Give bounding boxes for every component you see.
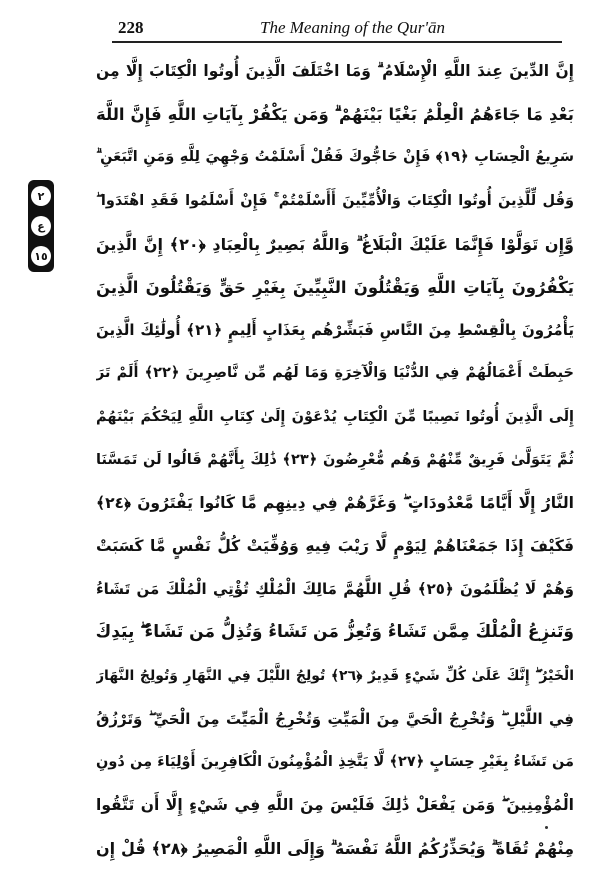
- text-line: يَأْمُرُونَ بِالْقِسْطِ مِنَ النَّاسِ فَبَشِّرْهُم بِعَذَابٍ أَلِيمٍ ﴿٢١﴾ أُولَٰئِكَ الَّذِينَ: [96, 321, 574, 340]
- text-line: وَّإِن تَوَلَّوْا فَإِنَّمَا عَلَيْكَ الْبَلَاغُ ۗ وَاللَّهُ بَصِيرٌ بِالْعِبَادِ ﴿٢٠﴾ إِنَّ الَّذِينَ: [96, 234, 574, 254]
- text-line: ثُمَّ يَتَوَلَّىٰ فَرِيقٌ مِّنْهُمْ وَهُم مُّعْرِضُونَ ﴿٢٣﴾ ذَٰلِكَ بِأَنَّهُمْ قَالُوا لَن تَمَسَّنَا: [96, 451, 574, 468]
- text-line: إِلَى الَّذِينَ أُوتُوا نَصِيبًا مِّنَ الْكِتَابِ يُدْعَوْنَ إِلَىٰ كِتَابِ اللَّهِ لِيَحْكُمَ بَيْنَهُمْ: [96, 408, 574, 425]
- arabic-text-block: [96, 50, 574, 871]
- text-line: سَرِيعُ الْحِسَابِ ﴿١٩﴾ فَإِنْ حَاجُّوكَ فَقُلْ أَسْلَمْتُ وَجْهِيَ لِلَّهِ وَمَنِ اتَّبَعَنِ ۗ: [96, 149, 574, 166]
- page-speck: [545, 826, 548, 829]
- text-line: يَكْفُرُونَ بِآيَاتِ اللَّهِ وَيَقْتُلُونَ النَّبِيِّينَ بِغَيْرِ حَقٍّ وَيَقْتُلُونَ الَّذِينَ: [96, 277, 574, 297]
- text-line: وَهُمْ لَا يُظْلَمُونَ ﴿٢٥﴾ قُلِ اللَّهُمَّ مَالِكَ الْمُلْكِ تُؤْتِي الْمُلْكَ مَن تَشَاءُ: [96, 580, 574, 599]
- text-line: وَقُل لِّلَّذِينَ أُوتُوا الْكِتَابَ وَالْأُمِّيِّينَ أَأَسْلَمْتُمْ ۚ فَإِنْ أَسْلَمُوا فَقَدِ اهْتَدَوا ۖ: [96, 192, 574, 209]
- text-line: إِنَّ الدِّينَ عِندَ اللَّهِ الْإِسْلَامُ ۗ وَمَا اخْتَلَفَ الَّذِينَ أُوتُوا الْكِتَابَ إِلَّا مِن: [96, 62, 574, 80]
- running-title: The Meaning of the Qur'ān: [260, 18, 445, 37]
- marker-label-top: ٢: [31, 186, 51, 206]
- text-line: مِنْهُمْ تُقَاةً ۗ وَيُحَذِّرُكُمُ اللَّهُ نَفْسَهُ ۗ وَإِلَى اللَّهِ الْمَصِيرُ ﴿٢٨﴾ قُلْ إِن: [96, 839, 574, 859]
- page-number: 228: [118, 18, 144, 37]
- text-line: النَّارُ إِلَّا أَيَّامًا مَّعْدُودَاتٍ ۖ وَغَرَّهُمْ فِي دِينِهِم مَّا كَانُوا يَفْتَرُونَ ﴿٢٤﴾: [96, 493, 574, 512]
- text-line: حَبِطَتْ أَعْمَالُهُمْ فِي الدُّنْيَا وَالْآخِرَةِ وَمَا لَهُم مِّن نَّاصِرِينَ ﴿٢٢﴾ أَلَمْ تَرَ: [96, 365, 574, 382]
- header-rule: [112, 41, 562, 43]
- text-line: فَكَيْفَ إِذَا جَمَعْنَاهُمْ لِيَوْمٍ لَّا رَيْبَ فِيهِ وَوُفِّيَتْ كُلُّ نَفْسٍ مَّا كَسَبَتْ: [96, 537, 574, 556]
- text-line: وَتَنزِعُ الْمُلْكَ مِمَّن تَشَاءُ وَتُعِزُّ مَن تَشَاءُ وَتُذِلُّ مَن تَشَاءُ ۖ بِيَدِكَ: [96, 622, 574, 643]
- juz-ruku-marker: [28, 180, 54, 272]
- marker-label-middle: ع: [31, 216, 51, 236]
- text-line: مَن تَشَاءُ بِغَيْرِ حِسَابٍ ﴿٢٧﴾ لَّا يَتَّخِذِ الْمُؤْمِنُونَ الْكَافِرِينَ أَوْلِيَاءَ مِن دُونِ: [96, 754, 574, 770]
- text-line: الْخَيْرُ ۖ إِنَّكَ عَلَىٰ كُلِّ شَيْءٍ قَدِيرٌ ﴿٢٦﴾ تُولِجُ اللَّيْلَ فِي النَّهَارِ وَتُولِجُ النَّهَارَ: [96, 667, 574, 684]
- page-header: [0, 0, 600, 50]
- marker-label-bottom: ١٥: [31, 246, 51, 266]
- text-line: الْمُؤْمِنِينَ ۖ وَمَن يَفْعَلْ ذَٰلِكَ فَلَيْسَ مِنَ اللَّهِ فِي شَيْءٍ إِلَّا أَن تَتَّقُوا: [96, 796, 574, 815]
- text-line: فِي اللَّيْلِ ۖ وَتُخْرِجُ الْحَيَّ مِنَ الْمَيِّتِ وَتُخْرِجُ الْمَيِّتَ مِنَ الْحَيِّ ۖ وَتَرْزُقُ: [96, 709, 574, 728]
- text-line: بَعْدِ مَا جَاءَهُمُ الْعِلْمُ بَغْيًا بَيْنَهُمْ ۗ وَمَن يَكْفُرْ بِآيَاتِ اللَّهِ فَإِنَّ اللَّهَ: [96, 105, 574, 125]
